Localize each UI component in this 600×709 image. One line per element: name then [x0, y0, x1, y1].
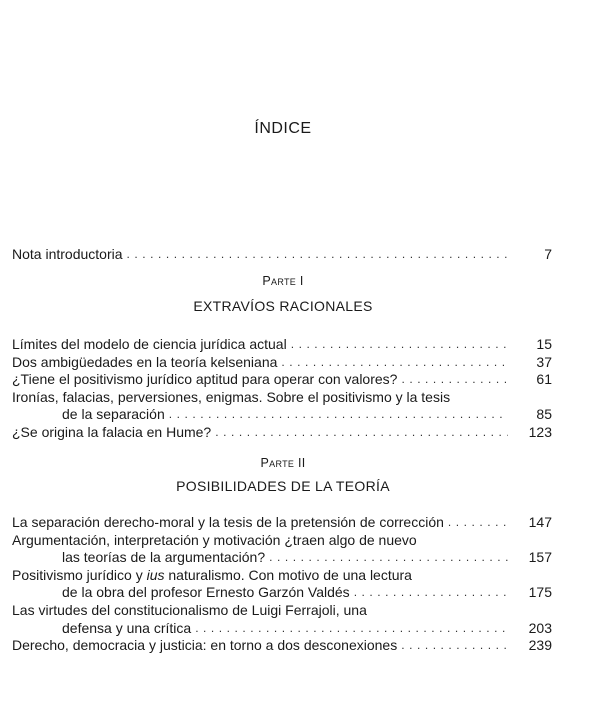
- toc-entry[interactable]: [62, 405, 552, 423]
- toc-entry[interactable]: [12, 566, 552, 584]
- dot-leader: [354, 583, 508, 601]
- entry-title: las teorías de la argumentación?: [62, 549, 266, 565]
- toc-entry[interactable]: [12, 601, 552, 619]
- dot-leader: [215, 423, 508, 441]
- entry-page: 37: [536, 354, 552, 370]
- entry-page: 147: [528, 514, 552, 530]
- entry-page: 175: [528, 584, 552, 600]
- part-label: Parte I: [262, 274, 304, 288]
- entry-title: Nota introductoria: [12, 246, 123, 262]
- toc-entry[interactable]: [12, 513, 552, 531]
- dot-leader: [269, 548, 508, 566]
- toc-entry[interactable]: [62, 548, 552, 566]
- entry-title: Positivismo jurídico y ius naturalismo. Con motivo de una lectura: [12, 567, 412, 583]
- entry-page: 85: [536, 406, 552, 422]
- entry-page: 239: [528, 637, 552, 653]
- toc-entry[interactable]: [12, 531, 552, 549]
- dot-leader: [291, 335, 508, 353]
- entry-page: 15: [536, 336, 552, 352]
- toc-entry[interactable]: [12, 335, 552, 353]
- toc-entry[interactable]: [62, 619, 552, 637]
- entry-page: 61: [536, 371, 552, 387]
- dot-leader: [401, 636, 508, 654]
- dot-leader: [169, 405, 508, 423]
- entry-page: 7: [544, 246, 552, 262]
- entry-title: Ironías, falacias, perversiones, enigmas. Sobre el positivismo y la tesis: [12, 389, 451, 405]
- page-title: ÍNDICE: [254, 120, 312, 137]
- dot-leader: [281, 353, 508, 371]
- toc-entry[interactable]: [12, 423, 552, 441]
- section-title: EXTRAVÍOS RACIONALES: [193, 298, 373, 314]
- part-label: Parte II: [260, 456, 306, 470]
- entry-title: ¿Tiene el positivismo jurídico aptitud para operar con valores?: [12, 371, 398, 387]
- dot-leader: [448, 513, 508, 531]
- dot-leader: [195, 619, 508, 637]
- toc-entry-intro[interactable]: [12, 245, 552, 263]
- entry-page: 157: [528, 549, 552, 565]
- entry-title: de la obra del profesor Ernesto Garzón Valdés: [62, 584, 350, 600]
- entry-title: de la separación: [62, 406, 165, 422]
- section-title: POSIBILIDADES DE LA TEORÍA: [176, 478, 390, 494]
- dot-leader: [401, 370, 508, 388]
- toc-entry[interactable]: [12, 636, 552, 654]
- toc-entry[interactable]: [62, 583, 552, 601]
- toc-entry[interactable]: [12, 388, 552, 406]
- entry-title: defensa y una crítica: [62, 620, 192, 636]
- toc-entry[interactable]: [12, 370, 552, 388]
- entry-title: Dos ambigüedades en la teoría kelseniana: [12, 354, 278, 370]
- entry-title: La separación derecho-moral y la tesis de la pretensión de corrección: [12, 514, 444, 530]
- entry-page: 123: [528, 424, 552, 440]
- entry-title: Las virtudes del constitucionalismo de Luigi Ferrajoli, una: [12, 602, 367, 618]
- entry-title: Límites del modelo de ciencia jurídica actual: [12, 336, 287, 352]
- dot-leader: [127, 245, 508, 263]
- entry-title: ¿Se origina la falacia en Hume?: [12, 424, 212, 440]
- entry-title: Derecho, democracia y justicia: en torno a dos desconexiones: [12, 637, 398, 653]
- toc-entry[interactable]: [12, 353, 552, 371]
- entry-title: Argumentación, interpretación y motivación ¿traen algo de nuevo: [12, 532, 417, 548]
- entry-page: 203: [528, 620, 552, 636]
